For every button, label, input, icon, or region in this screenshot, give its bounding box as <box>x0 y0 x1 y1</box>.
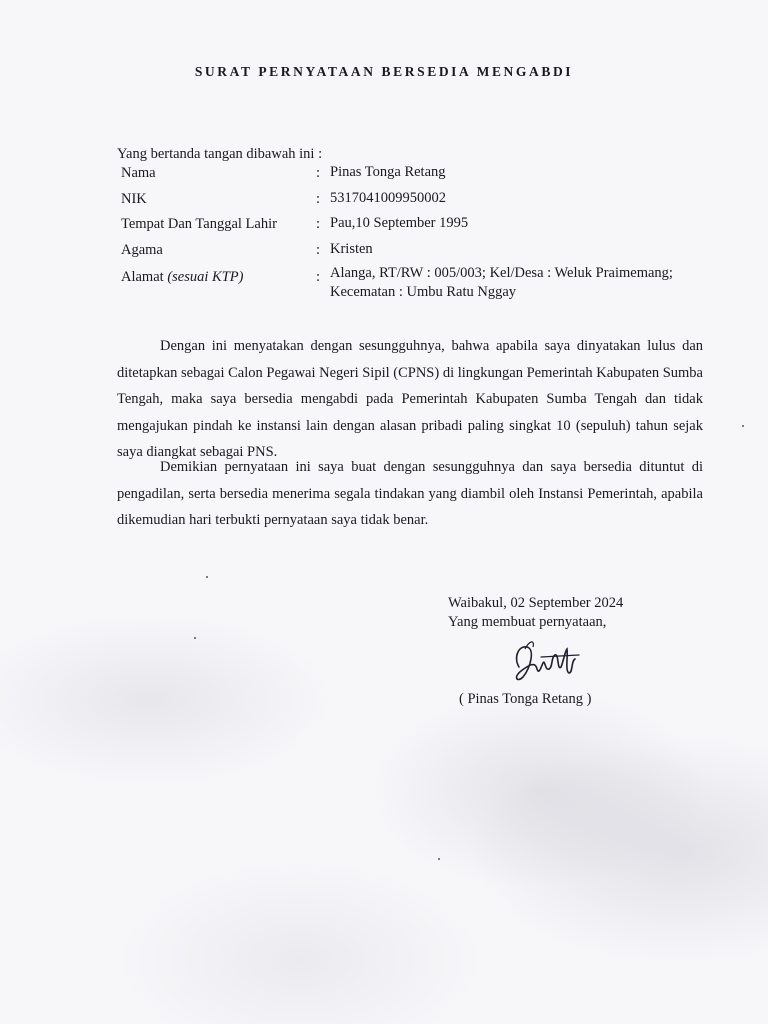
field-label-nama: Nama <box>121 165 156 181</box>
intro-text: Yang bertanda tangan dibawah ini : <box>117 146 323 162</box>
colon-alamat: : <box>316 269 321 285</box>
scan-speck <box>194 637 196 639</box>
handwritten-signature <box>505 637 585 689</box>
field-value-alamat <box>330 264 673 302</box>
field-label-alamat <box>121 269 243 286</box>
field-value-ttl: Pau,10 September 1995 <box>330 215 469 231</box>
alamat-label-note: (sesuai KTP) <box>167 269 244 285</box>
scan-speck <box>438 858 440 860</box>
maker-label: Yang membuat pernyataan, <box>448 614 607 630</box>
field-value-nik: 5317041009950002 <box>330 190 446 206</box>
colon-nik: : <box>316 191 321 207</box>
statement-paragraph-1: Dengan ini menyatakan dengan sesungguhnya, bahwa apabila saya dinyatakan lulus dan ditetapkan sebagai Calon Pegawai Negeri Sipil (CPNS) di lingkungan Pemerintah Kabupaten Sumba Tengah, maka saya bersedia mengabdi pada Pemerintah Kabupaten Sumba Tengah dan tidak mengajukan pindah ke instansi lain dengan alasan pribadi paling singkat 10 (sepuluh) tahun sejak saya diangkat sebagai PNS. <box>117 338 703 460</box>
scan-speck <box>206 576 208 578</box>
document-title: SURAT PERNYATAAN BERSEDIA MENGABDI <box>194 64 574 79</box>
statement-paragraph-2: Demikian pernyataan ini saya buat dengan sesungguhnya dan saya bersedia dituntut di pengadilan, serta bersedia menerima segala tindakan yang diambil oleh Instansi Pemerintah, apabila dikemudian hari terbukti pernyataan saya tidak benar. <box>117 459 703 528</box>
colon-ttl: : <box>316 216 321 232</box>
scan-speck <box>742 425 744 427</box>
colon-agama: : <box>316 242 321 258</box>
alamat-label: Alamat <box>121 269 164 285</box>
field-value-agama: Kristen <box>330 241 373 257</box>
field-label-nik: NIK <box>121 191 147 207</box>
colon-nama: : <box>316 165 321 181</box>
place-date: Waibakul, 02 September 2024 <box>448 595 624 611</box>
alamat-line-1: Alanga, RT/RW : 005/003; Kel/Desa : Weluk Praimemang; <box>330 265 673 281</box>
field-label-agama: Agama <box>121 242 163 258</box>
alamat-line-2: Kecematan : Umbu Ratu Nggay <box>330 284 517 300</box>
signatory-name: ( Pinas Tonga Retang ) <box>459 691 592 707</box>
field-value-nama: Pinas Tonga Retang <box>330 164 446 180</box>
field-label-ttl: Tempat Dan Tanggal Lahir <box>121 216 277 232</box>
